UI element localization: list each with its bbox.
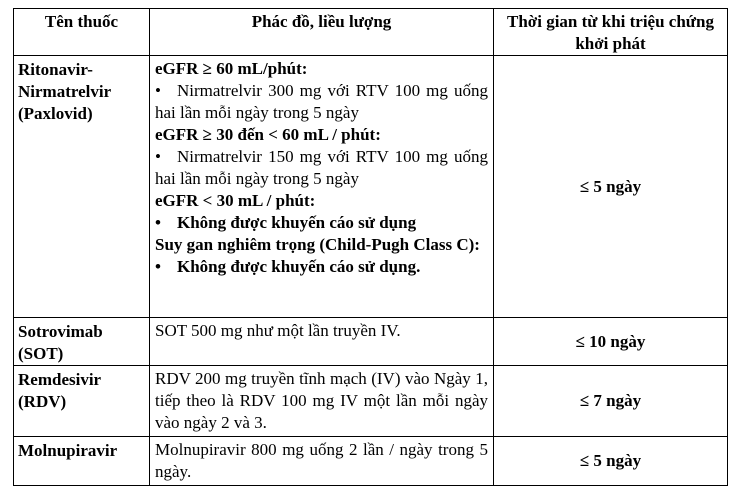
- dose-condition: eGFR ≥ 60 mL/phút:: [155, 59, 308, 78]
- dose-cell: [150, 437, 494, 486]
- table-header-row: [14, 9, 728, 56]
- dose-text: Molnupiravir 800 mg uống 2 lần / ngày trong 5 ngày.: [155, 440, 488, 481]
- drug-name: Remdesivir (RDV): [14, 366, 150, 437]
- dose-cell: [150, 56, 494, 318]
- dose-cell: [150, 318, 494, 366]
- dose-bullet: • Nirmatrelvir 150 mg với RTV 100 mg uống hai lần mỗi ngày trong 5 ngày: [155, 146, 488, 190]
- dose-bullet: • Không được khuyến cáo sử dụng.: [155, 256, 488, 278]
- header-time-window: Thời gian từ khi triệu chứng khởi phát: [494, 9, 728, 56]
- time-window: ≤ 5 ngày: [494, 437, 728, 486]
- header-regimen: Phác đồ, liều lượng: [150, 9, 494, 56]
- time-window: ≤ 10 ngày: [494, 318, 728, 366]
- table-row: [14, 437, 728, 486]
- dose-condition: eGFR ≥ 30 đến < 60 mL / phút:: [155, 125, 381, 144]
- dose-text: RDV 200 mg truyền tĩnh mạch (IV) vào Ngày 1, tiếp theo là RDV 100 mg IV một lần mỗi ngày vào ngày 2 và 3.: [155, 369, 488, 432]
- drug-name: Ritonavir-Nirmatrelvir (Paxlovid): [14, 56, 150, 318]
- dose-bullet: • Không được khuyến cáo sử dụng: [155, 212, 488, 234]
- time-window: ≤ 7 ngày: [494, 366, 728, 437]
- table-row: [14, 366, 728, 437]
- drug-name: Molnupiravir: [14, 437, 150, 486]
- dose-cell: [150, 366, 494, 437]
- drug-table: [13, 8, 728, 486]
- drug-name: Sotrovimab (SOT): [14, 318, 150, 366]
- table-row: [14, 56, 728, 318]
- time-window: ≤ 5 ngày: [494, 56, 728, 318]
- dose-bullet: • Nirmatrelvir 300 mg với RTV 100 mg uống hai lần mỗi ngày trong 5 ngày: [155, 80, 488, 124]
- dose-text: SOT 500 mg như một lần truyền IV.: [155, 321, 401, 340]
- dose-condition: eGFR < 30 mL / phút:: [155, 191, 316, 210]
- header-drug-name: Tên thuốc: [14, 9, 150, 56]
- dose-condition: Suy gan nghiêm trọng (Child-Pugh Class C):: [155, 235, 480, 254]
- table-row: [14, 318, 728, 366]
